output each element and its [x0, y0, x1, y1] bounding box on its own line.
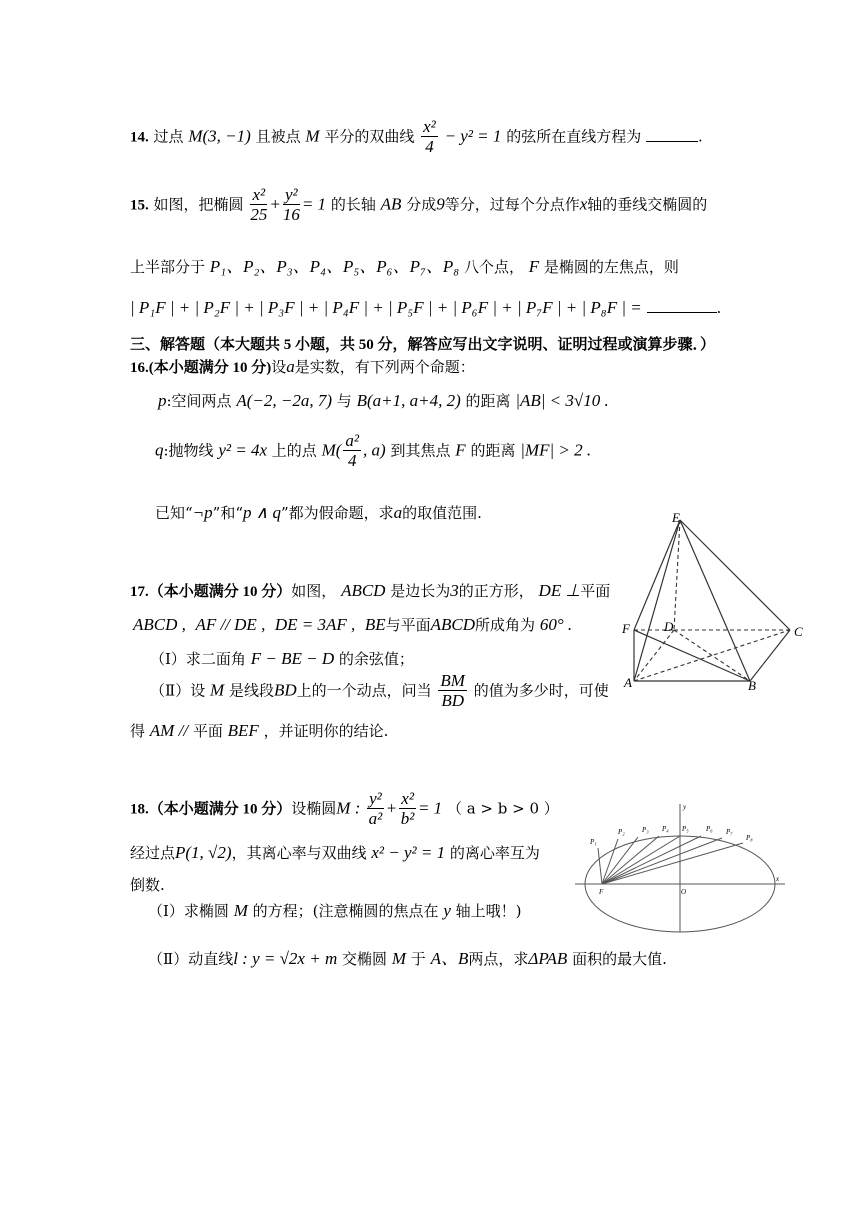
question-18-part-2: （Ⅱ）动直线l : y = √2x + m 交椭圆 M 于 A、B两点，求ΔPAB 面积的最大值.: [148, 949, 667, 968]
question-15-line-1: 15. 如图，把椭圆 $\frac{\text{x²}}{25}$ + $\frac{\text{y²}}{16}$ = 1 的长轴 AB 分成9等分，过每个分点作x轴的垂线交椭圆的: [130, 185, 708, 224]
label-x-axis: x: [776, 875, 780, 883]
fraction: $\frac{\text{y²}}{\text{a²}}$: [368, 789, 383, 828]
q14-number: 14.: [130, 129, 149, 146]
edge-ec: [680, 520, 790, 630]
edge-eb: [680, 520, 750, 681]
edge-da: [634, 630, 674, 681]
answer-blank: [647, 312, 717, 313]
label-f-focus: F: [599, 888, 604, 896]
question-15-line-2: 上半部分于 P₁、P₂、P₃、P₄、P₅、P₆、P₇、P₈ 八个点， F 是椭圆的左焦点，则: [130, 257, 679, 276]
question-15-line-3: | P₁F | + | P₂F | + | P₃F | + | P₄F | + | P₅F | + | P₆F | + | P₇F | + | P₈F | = .: [130, 298, 722, 317]
edge-fb: [634, 630, 750, 681]
fraction: $\frac{\text{x²}}{25}$: [250, 185, 268, 224]
label-origin: O: [681, 888, 687, 896]
label-y-axis: y: [683, 803, 687, 811]
question-18-line-3: 倒数.: [130, 876, 165, 894]
question-18-part-1: （Ⅰ）求椭圆 M 的方程；(注意椭圆的焦点在 y 轴上哦！): [148, 901, 522, 920]
pyramid-figure: [618, 510, 818, 695]
ellipse-figure: [572, 798, 787, 938]
q18-header: 18.（本小题满分 10 分）: [130, 801, 292, 818]
edge-ef: [634, 520, 680, 630]
label-p8: P₈: [746, 834, 753, 842]
question-17-part-2: （Ⅱ）设 M 是线段BD上的一个动点，问当 $\frac{BM}{BD}$ 的值为多少时，可使: [150, 671, 609, 710]
label-p1: P₁: [590, 838, 597, 846]
q16-header: 16.(本小题满分 10 分): [130, 360, 272, 376]
question-18-line-2: 经过点P(1, √2)，其离心率与双曲线 x² − y² = 1 的离心率互为: [130, 843, 540, 862]
question-17-line-5: 得 AM // 平面 BEF ，并证明你的结论.: [130, 721, 389, 740]
label-c: C: [794, 624, 803, 639]
label-b: B: [748, 678, 756, 693]
answer-blank: [646, 141, 698, 142]
q17-header: 17.（本小题满分 10 分）: [130, 584, 292, 600]
question-17-line-1: 17.（本小题满分 10 分）如图， ABCD 是边长为3的正方形， DE ⊥平面: [130, 581, 611, 600]
label-f: F: [622, 621, 630, 636]
question-17-part-1: （Ⅰ）求二面角 F − BE − D 的余弦值；: [150, 649, 414, 668]
edge-bc: [750, 630, 790, 681]
label-e: E: [672, 510, 680, 525]
fraction: $\frac{\text{x²}}{\text{b²}}$: [400, 789, 415, 828]
question-16-task: 已知“¬p”和“p ∧ q”都为假命题，求a的取值范围.: [155, 503, 482, 522]
question-14: 14. 过点 M(3, −1) 且被点 M 平分的双曲线 $\frac{\text{x²}}{4}$ − y² = 1 的弦所在直线方程为 .: [130, 117, 703, 156]
fraction: $\frac{\text{a²}}{4}$: [345, 431, 360, 470]
question-17-line-2: ABCD , AF // DE , DE = 3AF , BE与平面ABCD所成角为 60° .: [133, 615, 573, 634]
proposition-p: p:空间两点 A(−2, −2a, 7) 与 B(a+1, a+4, 2) 的距离 |AB| < 3√10 .: [158, 391, 609, 410]
label-d: D: [664, 619, 674, 634]
edge-ea: [634, 520, 680, 681]
label-p7: P₇: [726, 828, 733, 836]
label-p4: P₄: [662, 825, 669, 833]
question-18-line-1: 18.（本小题满分 10 分）设椭圆M : $\frac{\text{y²}}{\text{a²}}$ + $\frac{\text{x²}}{\text{b²}}$ = 1 （ a > b > 0 ）: [130, 789, 559, 828]
question-16-intro: 16.(本小题满分 10 分)设a是实数，有下列两个命题：: [130, 357, 475, 376]
fraction: $\frac{\text{x²}}{4}$: [423, 117, 436, 156]
label-p2: P₂: [618, 828, 625, 836]
fraction: $\frac{\text{y²}}{16}$: [282, 185, 300, 224]
label-p3: P₃: [642, 826, 649, 834]
q15-number: 15.: [130, 197, 149, 214]
label-p5: P₅: [682, 825, 689, 833]
section-heading: 三、解答题（本大题共 5 小题，共 50 分，解答应写出文字说明、证明过程或演算步骤．）: [130, 337, 716, 353]
label-a: A: [624, 675, 632, 690]
proposition-q: q:抛物线 y² = 4x 上的点 M( $\frac{\text{a²}}{4}$ , a) 到其焦点 F 的距离 |MF| > 2 .: [155, 431, 592, 470]
fraction: $\frac{BM}{BD}$: [440, 671, 465, 710]
label-p6: P₆: [706, 825, 713, 833]
